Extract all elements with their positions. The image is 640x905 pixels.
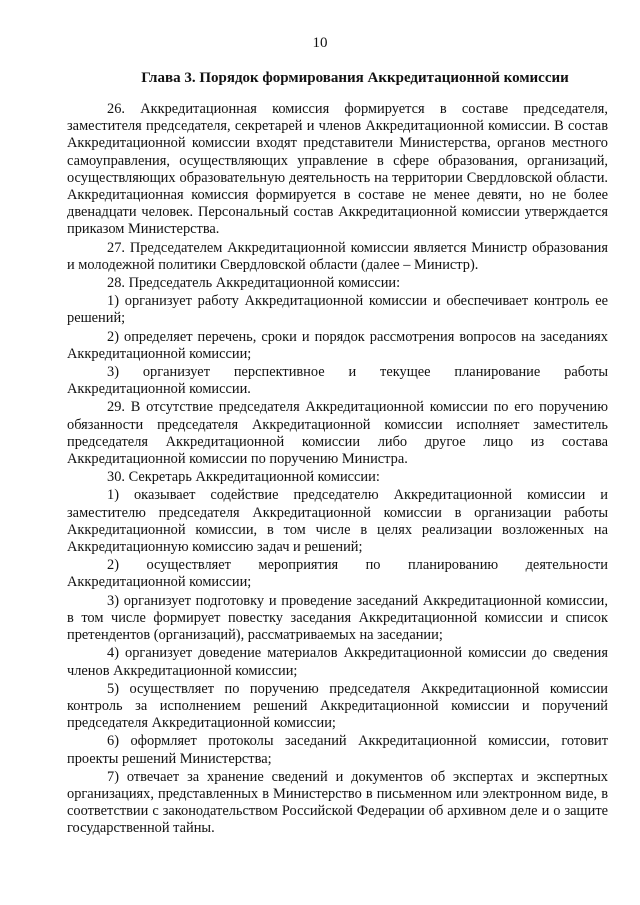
paragraph-30-item-1: 1) оказывает содействие председателю Аккредитационной комиссии и заместителю председателя Аккредитационной комиссии в организации работы Аккредитационной комиссии, в том числе в целях реализации возложенных на Аккредитационную комиссию задач и решений;	[67, 487, 608, 556]
paragraph-30-item-6: 6) оформляет протоколы заседаний Аккредитационной комиссии, готовит проекты решений Министерства;	[67, 733, 608, 767]
chapter-title: Глава 3. Порядок формирования Аккредитационной комиссии	[141, 70, 569, 86]
paragraph-30-item-5: 5) осуществляет по поручению председателя Аккредитационной комиссии контроль за исполнением решений Аккредитационной комиссии и поручений председателя Аккредитационной комиссии;	[67, 680, 608, 732]
paragraph-30-item-4: 4) организует доведение материалов Аккредитационной комиссии до сведения членов Аккредитационной комиссии;	[67, 645, 608, 679]
document-body	[67, 101, 608, 838]
paragraph-27: 27. Председателем Аккредитационной комиссии является Министр образования и молодежной политики Свердловской области (далее – Министр).	[67, 239, 608, 273]
paragraph-30-item-3: 3) организует подготовку и проведение заседаний Аккредитационной комиссии, в том числе формирует повестку заседания Аккредитационной комиссии и список претендентов (организаций), рассматриваемых на заседании;	[67, 592, 608, 644]
paragraph-28-item-2: 2) определяет перечень, сроки и порядок рассмотрения вопросов на заседаниях Аккредитационной комиссии;	[67, 328, 608, 362]
paragraph-30-item-7: 7) отвечает за хранение сведений и документов об экспертах и экспертных организациях, представленных в Министерство в письменном или электронном виде, в соответствии с законодательством Российской Федерации об архивном деле и о защите государственной тайны.	[67, 768, 608, 837]
paragraph-30-item-2: 2) осуществляет мероприятия по планированию деятельности Аккредитационной комиссии;	[67, 557, 608, 591]
paragraph-28-item-3: 3) организует перспективное и текущее планирование работы Аккредитационной комиссии.	[67, 364, 608, 398]
paragraph-28-item-1: 1) организует работу Аккредитационной комиссии и обеспечивает контроль ее решений;	[67, 293, 608, 327]
paragraph-29: 29. В отсутствие председателя Аккредитационной комиссии по его поручению обязанности председателя Аккредитационной комиссии исполняет заместитель председателя Аккредитационной комиссии либо другое лицо из состава Аккредитационной комиссии по поручению Министра.	[67, 399, 608, 468]
page-number: 10	[312, 35, 328, 51]
paragraph-30: 30. Секретарь Аккредитационной комиссии:	[107, 469, 380, 486]
paragraph-26: 26. Аккредитационная комиссия формируется в составе председателя, заместителя председателя, секретарей и членов Аккредитационной комиссии. В состав Аккредитационной комиссии входят представители Министерства, органов местного самоуправления, осуществляющих управление в сфере образования, организаций, осуществляющих образовательную деятельность на территории Свердловской области. Аккредитационная комиссия формируется в составе не менее девяти, но не более двенадцати человек. Персональный состав Аккредитационной комиссии утверждается приказом Министерства.	[67, 101, 608, 238]
paragraph-28: 28. Председатель Аккредитационной комиссии:	[107, 275, 401, 292]
